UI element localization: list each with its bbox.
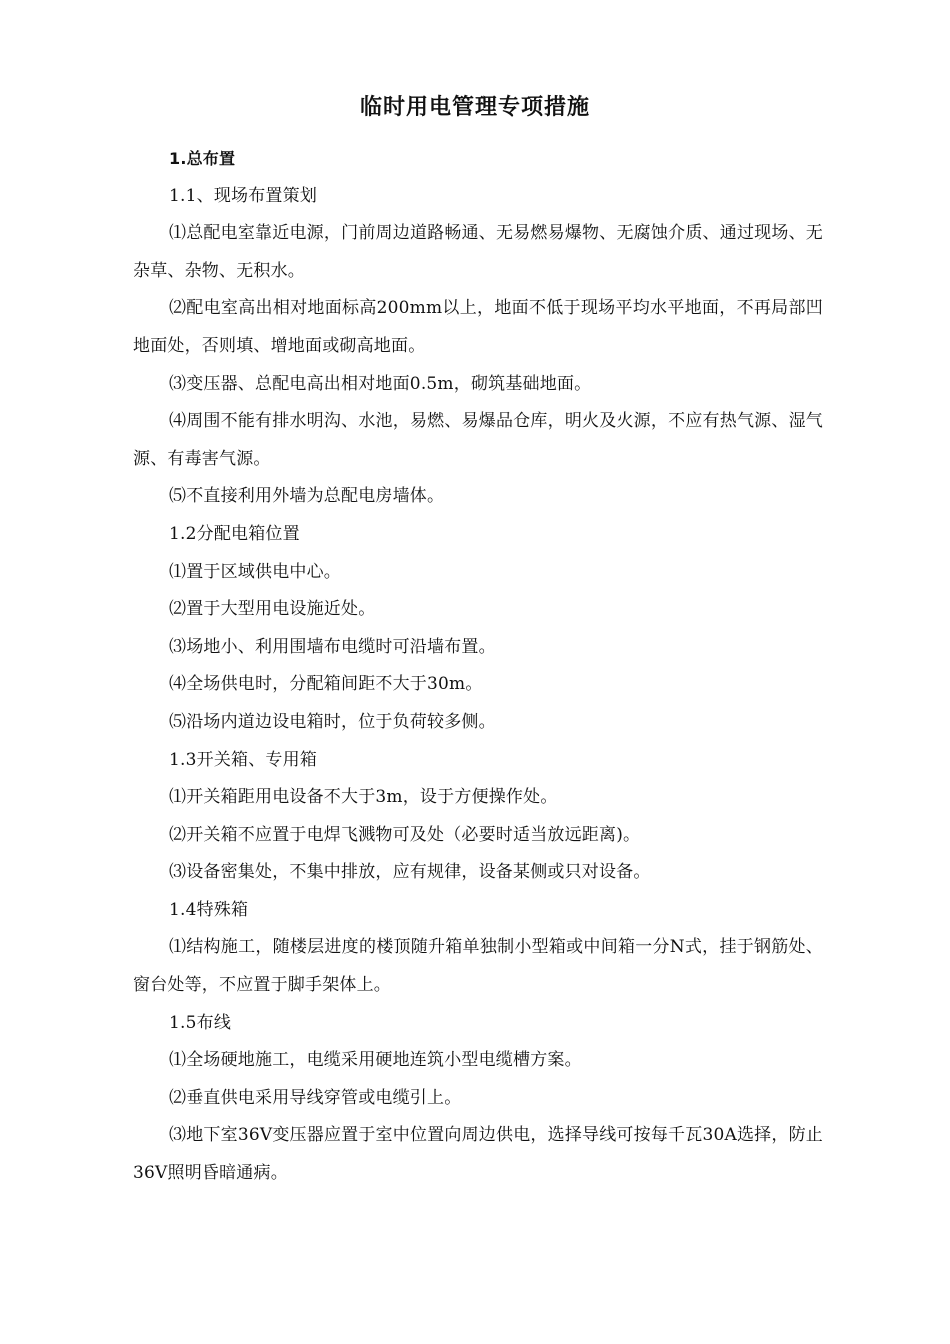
- subsection-heading: 1.1、现场布置策划: [169, 185, 318, 206]
- paragraph: ⑵置于大型用电设施近处。: [169, 599, 376, 620]
- page-title: 临时用电管理专项措施: [359, 95, 590, 120]
- paragraph: ⑵配电室高出相对地面标高200mm以上，地面不低于现场平均水平地面，不再局部凹地面处，否则填、增地面或砌高地面。: [133, 298, 823, 356]
- paragraph: ⑵垂直供电采用导线穿管或电缆引上。: [169, 1087, 462, 1108]
- paragraph: ⑷全场供电时，分配箱间距不大于30m。: [169, 674, 483, 695]
- paragraph: ⑴开关箱距用电设备不大于3m，设于方便操作处。: [169, 787, 558, 808]
- document-body: [133, 140, 823, 1193]
- subsection-heading: 1.3开关箱、专用箱: [169, 749, 318, 770]
- paragraph: ⑸沿场内道边设电箱时，位于负荷较多侧。: [169, 711, 496, 732]
- section-heading: 1.总布置: [169, 149, 236, 168]
- subsection-heading: 1.4特殊箱: [169, 899, 249, 920]
- paragraph: ⑸不直接利用外墙为总配电房墙体。: [169, 486, 445, 507]
- paragraph: ⑴全场硬地施工，电缆采用硬地连筑小型电缆槽方案。: [169, 1050, 582, 1071]
- paragraph: ⑴总配电室靠近电源，门前周边道路畅通、无易燃易爆物、无腐蚀介质、通过现场、无杂草、杂物、无积水。: [133, 223, 823, 281]
- paragraph: ⑴结构施工，随楼层进度的楼顶随升箱单独制小型箱或中间箱一分N式，挂于钢筋处、窗台处等，不应置于脚手架体上。: [133, 937, 823, 996]
- paragraph: ⑶变压器、总配电高出相对地面0.5m，砌筑基础地面。: [169, 373, 592, 394]
- paragraph: ⑶场地小、利用围墙布电缆时可沿墙布置。: [169, 636, 496, 657]
- subsection-heading: 1.2分配电箱位置: [169, 523, 300, 544]
- paragraph: ⑶设备密集处，不集中排放，应有规律，设备某侧或只对设备。: [169, 862, 651, 883]
- subsection-heading: 1.5布线: [169, 1012, 232, 1033]
- paragraph: ⑷周围不能有排水明沟、水池，易燃、易爆品仓库，明火及火源，不应有热气源、湿气源、有毒害气源。: [133, 411, 823, 469]
- paragraph: ⑴置于区域供电中心。: [169, 561, 341, 582]
- paragraph: ⑵开关箱不应置于电焊飞溅物可及处（必要时适当放远距离)。: [169, 824, 641, 845]
- paragraph: ⑶地下室36V变压器应置于室中位置向周边供电，选择导线可按每千瓦30A选择，防止36V照明昏暗通病。: [133, 1125, 823, 1184]
